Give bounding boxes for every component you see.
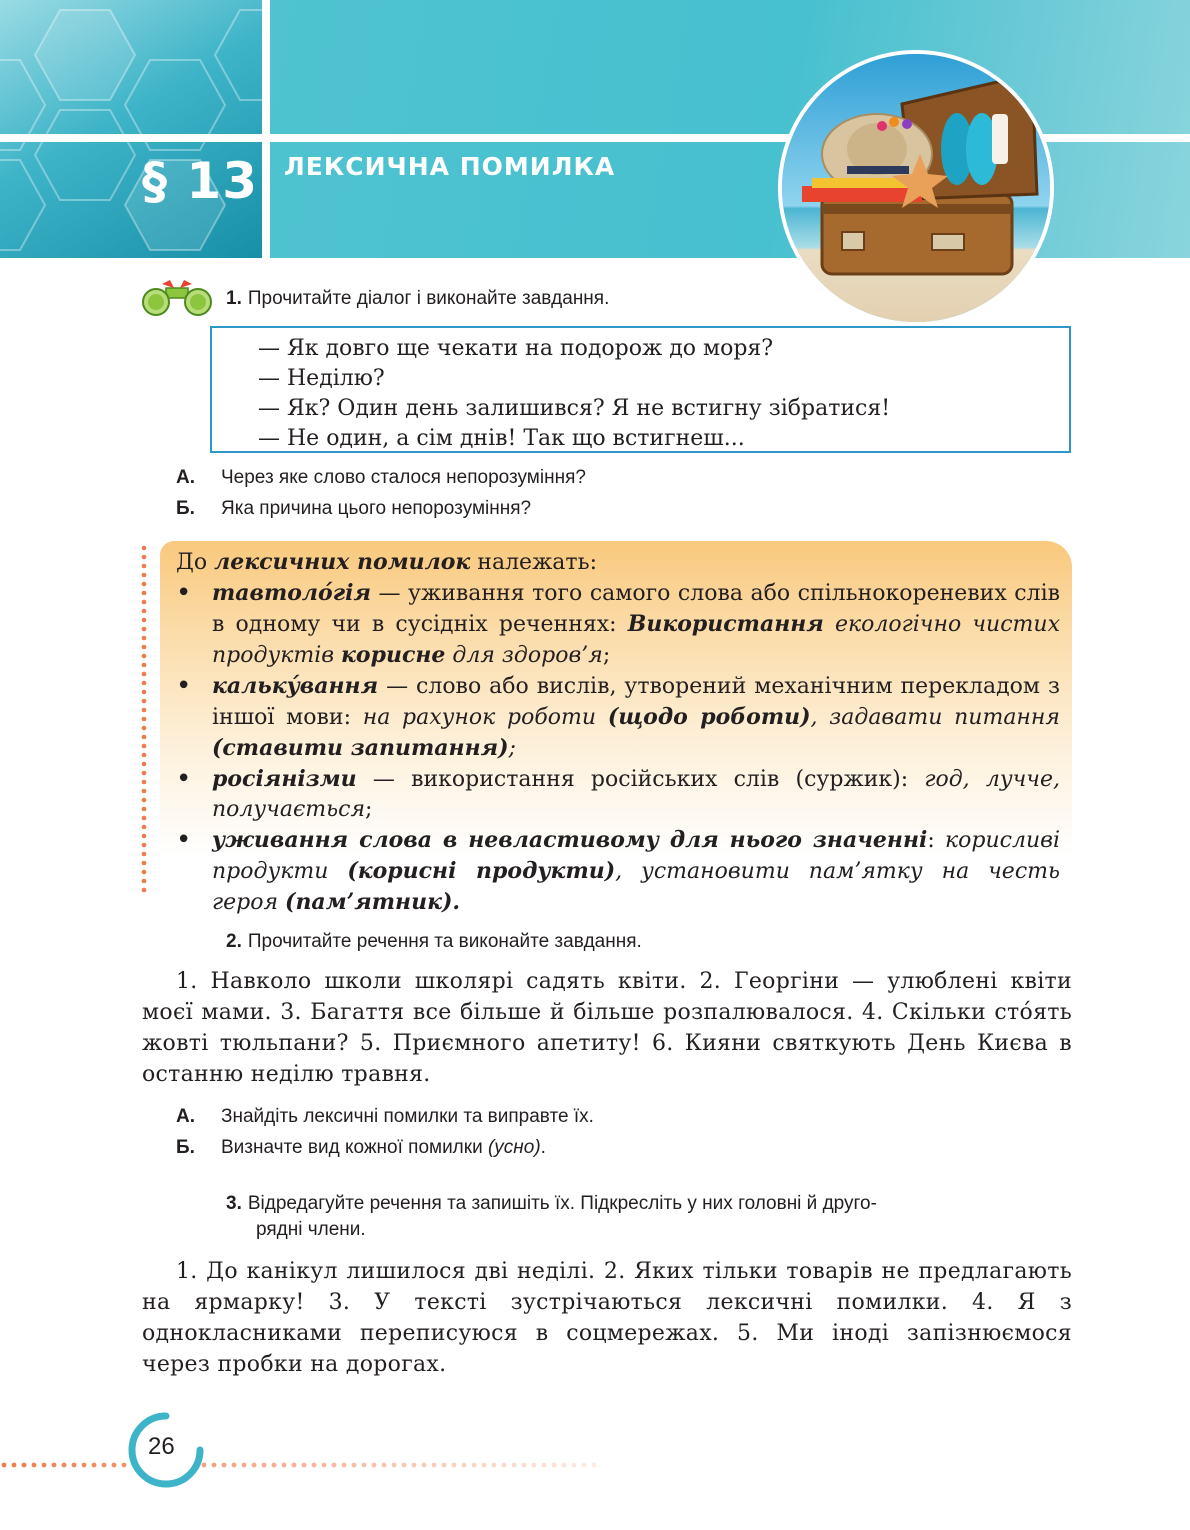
task-3-sentences: 1. До канікул лишилося дві неділі. 2. Яких тільки товарів не предлагають на ярмарку! 3. У тексті зустрічаються лексичні помилки. 4. Я з однокласниками переписуюся в соцмережах. 5. Ми іноді запізнюємося через пробки на дорогах. — [142, 1259, 1072, 1377]
question-letter: А. — [176, 1106, 195, 1127]
term: кальку́вання — [212, 673, 379, 699]
task-number: 2. — [226, 931, 242, 952]
question-letter: Б. — [176, 498, 195, 519]
page-number: 26 — [148, 1433, 175, 1460]
footer-dotted-line — [0, 1461, 600, 1469]
question-item — [176, 465, 586, 491]
list-item: • тавтоло́гія — уживання того самого слова або спільнокореневих слів в одному чи в сусідніх реченнях: Використання екологічно чистих продуктів корисне для здоров’я; — [176, 578, 1060, 671]
header-title-panel — [270, 0, 1190, 258]
question-text: Через яке слово сталося непорозуміння? — [221, 467, 586, 488]
task-instruction: Прочитайте діалог і виконайте завдання. — [247, 288, 610, 309]
task-instruction: Прочитайте речення та виконайте завдання. — [247, 931, 642, 952]
error-types-list — [176, 578, 1060, 918]
dialog-line: — Не один, а сім днів! Так що встигнеш... — [258, 426, 745, 451]
task-3-heading — [226, 1191, 877, 1217]
term: уживання слова в невластивому для нього значенні — [212, 827, 928, 853]
binoculars-icon — [140, 278, 214, 318]
question-note: (усно) — [487, 1137, 541, 1158]
question-text: Знайдіть лексичні помилки та виправте їх. — [221, 1106, 594, 1127]
header-divider-vertical — [262, 0, 270, 258]
dialog-line: — Як? Один день залишився? Я не встигну зібратися! — [258, 396, 891, 421]
dotted-margin-line — [141, 544, 147, 894]
suitcase-beach-photo — [778, 50, 1054, 326]
term: тавтоло́гія — [212, 580, 371, 606]
task-2-heading — [226, 929, 642, 955]
theory-box — [160, 541, 1072, 915]
question-text: Яка причина цього непорозуміння? — [221, 498, 532, 519]
task-number: 1. — [226, 288, 242, 309]
task-number: 3. — [226, 1193, 242, 1214]
term: росіянізми — [212, 766, 357, 792]
section-number: § 13 — [142, 152, 258, 210]
list-item: • росіянізми — використання російських слів (суржик): год, лучче, получається; — [176, 764, 1060, 825]
task-instruction: Відредагуйте речення та запишіть їх. Підкресліть у них головні й друго- — [247, 1193, 877, 1214]
header-hex-panel — [0, 0, 262, 258]
question-letter: Б. — [176, 1137, 195, 1158]
question-item — [176, 1104, 594, 1130]
task-3-heading-cont: рядні члени. — [256, 1219, 366, 1240]
hexagon-pattern — [0, 0, 262, 258]
task-2-sentences: 1. Навколо школи школярі садять квіти. 2. Георгіни — улюблені квіти моєї мами. 3. Багаття все більше й більше розпалювалося. 4. Скільки сто́ять жовті тюльпани? 5. Приємного апетиту! 6. Кияни святкують День Києва в останню неділю травня. — [142, 969, 1072, 1087]
list-item: • уживання слова в невластивому для нього значенні: корисливі продукти (корисні продукти), установити пам’ятку на честь героя (пам’ятник). — [176, 825, 1060, 918]
dialog-box — [210, 326, 1071, 453]
dialog-line: — Неділю? — [258, 366, 385, 391]
dialog-line: — Як довго ще чекати на подорож до моря? — [258, 336, 774, 361]
list-item: • кальку́вання — слово або вислів, утворений механічним перекладом з іншої мови: на рахунок роботи (щодо роботи), задавати питання (ставити запитання); — [176, 671, 1060, 764]
question-item — [176, 496, 531, 522]
task-1-heading — [226, 286, 609, 312]
question-letter: А. — [176, 467, 195, 488]
theory-intro: До лексичних помилок належать: — [176, 549, 597, 575]
question-item: Б. Визначте вид кожної помилки (усно). — [176, 1135, 546, 1161]
question-text: Визначте вид кожної помилки — [221, 1137, 488, 1158]
section-title: ЛЕКСИЧНА ПОМИЛКА — [284, 152, 616, 181]
